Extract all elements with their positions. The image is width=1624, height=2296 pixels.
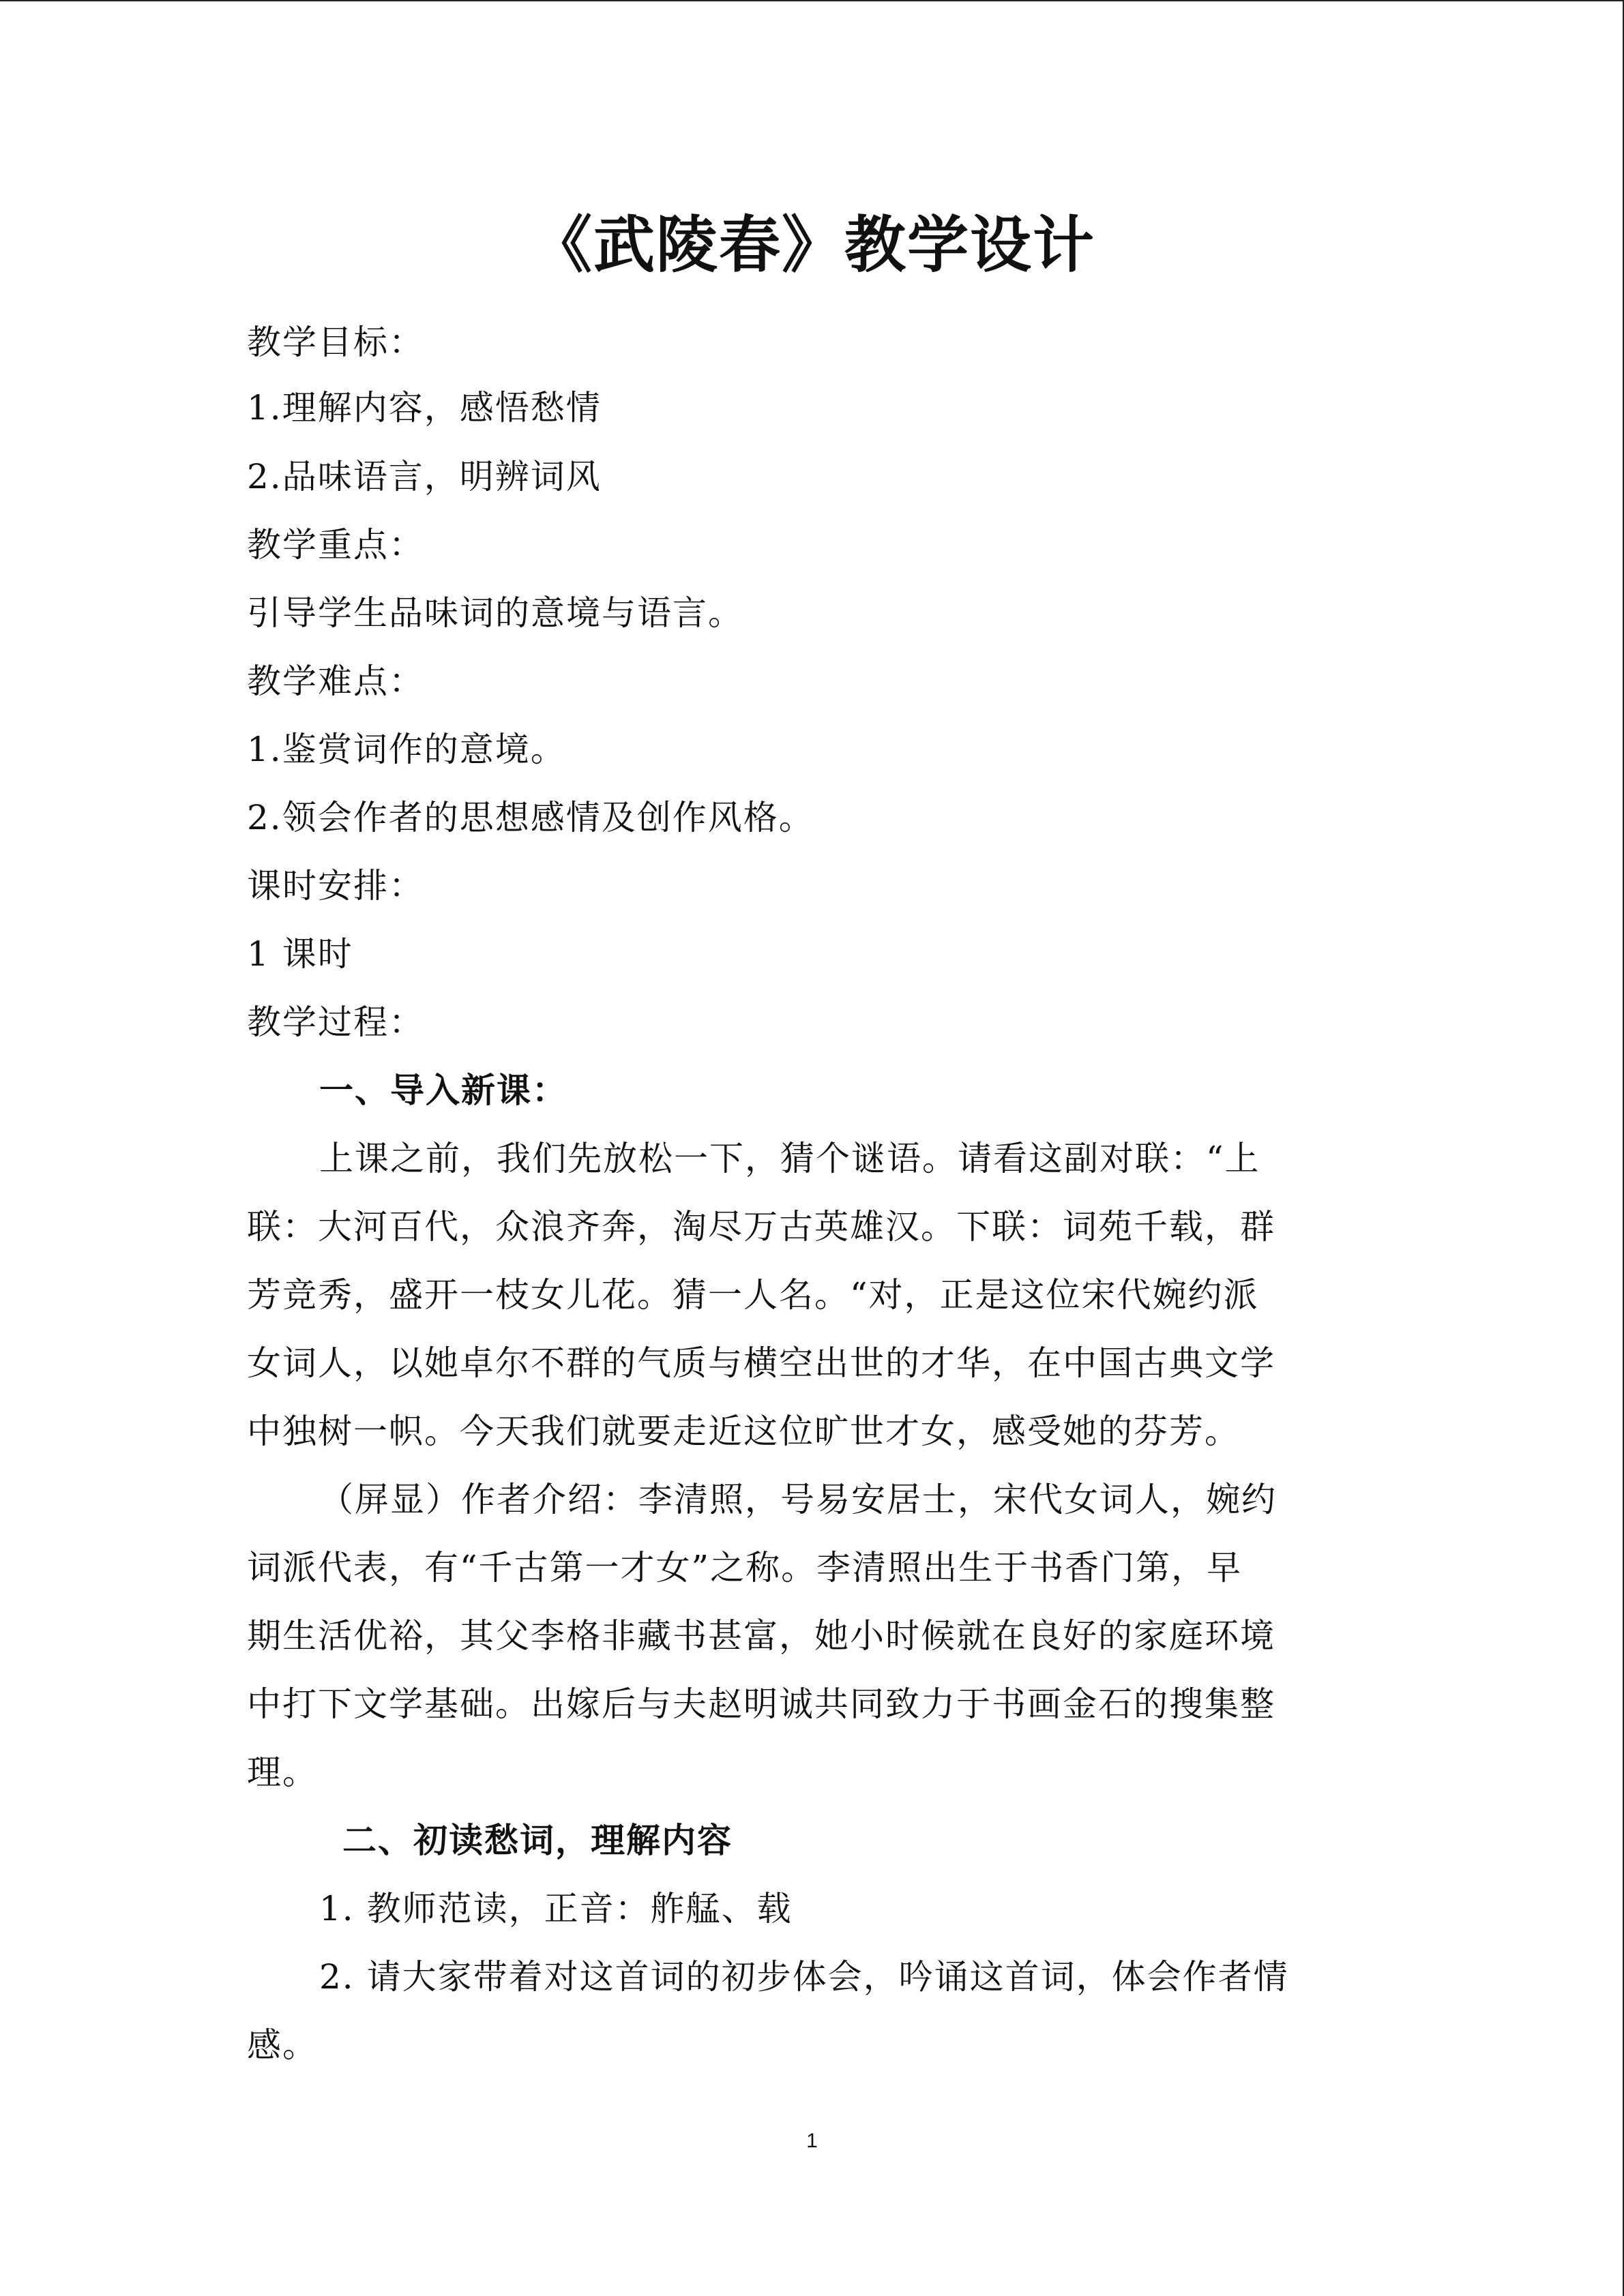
paragraph-line: 联：大河百代，众浪齐奔，淘尽万古英雄汉。下联：词苑千载，群 — [247, 1207, 1275, 1247]
paragraph-line: 中打下文学基础。出嫁后与夫赵明诚共同致力于书画金石的搜集整 — [247, 1684, 1275, 1724]
key-points-heading: 教学重点： — [247, 525, 424, 565]
paragraph-line: 女词人，以她卓尔不群的气质与横空出世的才华，在中国古典文学 — [247, 1343, 1275, 1383]
paragraph-line: 理。 — [247, 1753, 318, 1792]
page-number: 1 — [806, 2130, 818, 2152]
paragraph-line: 上课之前，我们先放松一下，猜个谜语。请看这副对联：“上 — [319, 1139, 1260, 1178]
difficulty-item: 1.鉴赏词作的意境。 — [247, 730, 566, 769]
list-item: 1. 教师范读，正音：舴艋、载 — [319, 1889, 793, 1928]
objective-item: 2.品味语言，明辨词风 — [247, 457, 602, 496]
paragraph-line: 期生活优裕，其父李格非藏书甚富，她小时候就在良好的家庭环境 — [247, 1616, 1275, 1656]
section-heading: 一、导入新课： — [319, 1071, 567, 1110]
paragraph-line: 感。 — [247, 2025, 318, 2065]
section-heading: 二、初读愁词，理解内容 — [342, 1821, 733, 1860]
paragraph-line: 词派代表，有“千古第一才女”之称。李清照出生于书香门第，早 — [247, 1548, 1243, 1587]
page-border-top — [0, 0, 1624, 1]
difficulties-heading: 教学难点： — [247, 661, 424, 701]
paragraph-line: 芳竞秀，盛开一枝女儿花。猜一人名。“对，正是这位宋代婉约派 — [247, 1275, 1259, 1315]
objective-item: 1.理解内容，感悟愁情 — [247, 388, 602, 428]
schedule-heading: 课时安排： — [247, 866, 424, 906]
paragraph-line: （屏显）作者介绍：李清照，号易安居士，宋代女词人，婉约 — [319, 1480, 1277, 1519]
schedule-text: 1 课时 — [247, 934, 353, 974]
document-title: 《武陵春》教学设计 — [531, 209, 1095, 281]
process-heading: 教学过程： — [247, 1002, 424, 1042]
paragraph-line: 2. 请大家带着对这首词的初步体会，吟诵这首词，体会作者情 — [319, 1957, 1289, 1997]
objectives-heading: 教学目标： — [247, 323, 424, 362]
paragraph-line: 中独树一帜。今天我们就要走近这位旷世才女，感受她的芬芳。 — [247, 1412, 1240, 1451]
key-points-text: 引导学生品味词的意境与语言。 — [247, 593, 743, 633]
difficulty-item: 2.领会作者的思想感情及创作风格。 — [247, 798, 814, 837]
